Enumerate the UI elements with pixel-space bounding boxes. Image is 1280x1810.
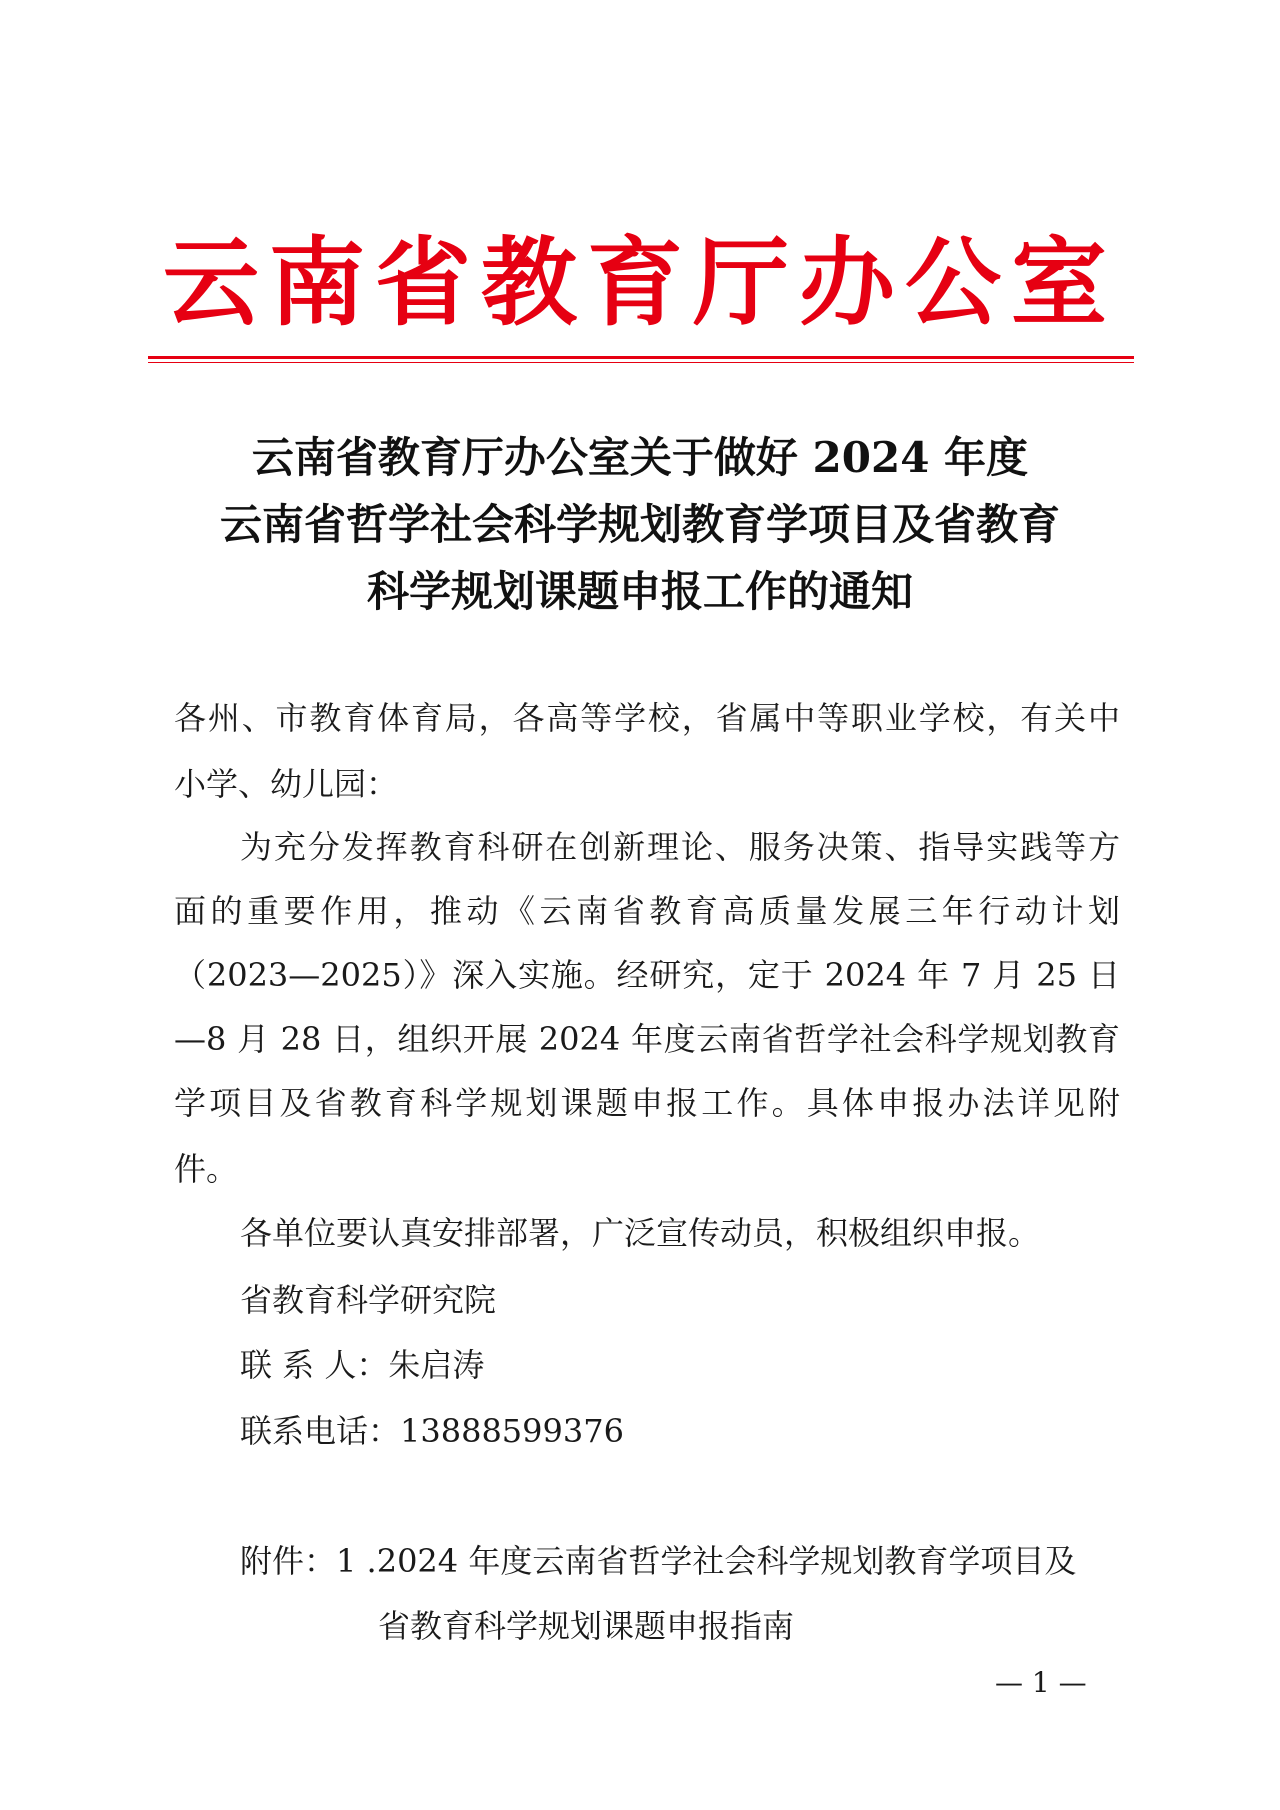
addressee-line-1: 各州、市教育体育局，各高等学校，省属中等职业学校，有关中: [174, 699, 1120, 737]
addressee-line-2: 小学、幼儿园：: [174, 765, 399, 803]
paragraph-1-line-1: 为充分发挥教育科研在创新理论、服务决策、指导实践等方: [240, 828, 1120, 866]
paragraph-1-line-5: 学项目及省教育科学规划课题申报工作。具体申报办法详见附: [174, 1084, 1120, 1122]
attachment-line-1: 附件：1 .2024 年度云南省哲学社会科学规划教育学项目及: [240, 1542, 1077, 1580]
paragraph-1-line-3: （2023—2025）》深入实施。经研究，定于 2024 年 7 月 25 日: [174, 956, 1120, 994]
title-line-3: 科学规划课题申报工作的通知: [366, 567, 913, 616]
red-divider: [148, 356, 1134, 359]
document-title: [140, 424, 1140, 625]
paragraph-1-line-6: 件。: [174, 1150, 239, 1188]
paragraph-1-line-4: —8 月 28 日，组织开展 2024 年度云南省哲学社会科学规划教育: [174, 1020, 1120, 1058]
title-line-1: 云南省教育厅办公室关于做好 2024 年度: [251, 433, 1029, 482]
contact-organization: 省教育科学研究院: [240, 1281, 497, 1319]
contact-person: 联 系 人：朱启涛: [240, 1346, 485, 1384]
paragraph-2: 各单位要认真安排部署，广泛宣传动员，积极组织申报。: [240, 1214, 1041, 1252]
title-line-2: 云南省哲学社会科学规划教育学项目及省教育: [219, 500, 1060, 549]
contact-phone: 联系电话：13888599376: [240, 1412, 624, 1450]
paragraph-1-line-2: 面的重要作用，推动《云南省教育高质量发展三年行动计划: [174, 892, 1120, 930]
page-number: — 1 —: [995, 1666, 1087, 1699]
issuer-masthead: 云南省教育厅办公室: [163, 227, 1117, 339]
attachment-line-2: 省教育科学规划课题申报指南: [378, 1607, 795, 1645]
